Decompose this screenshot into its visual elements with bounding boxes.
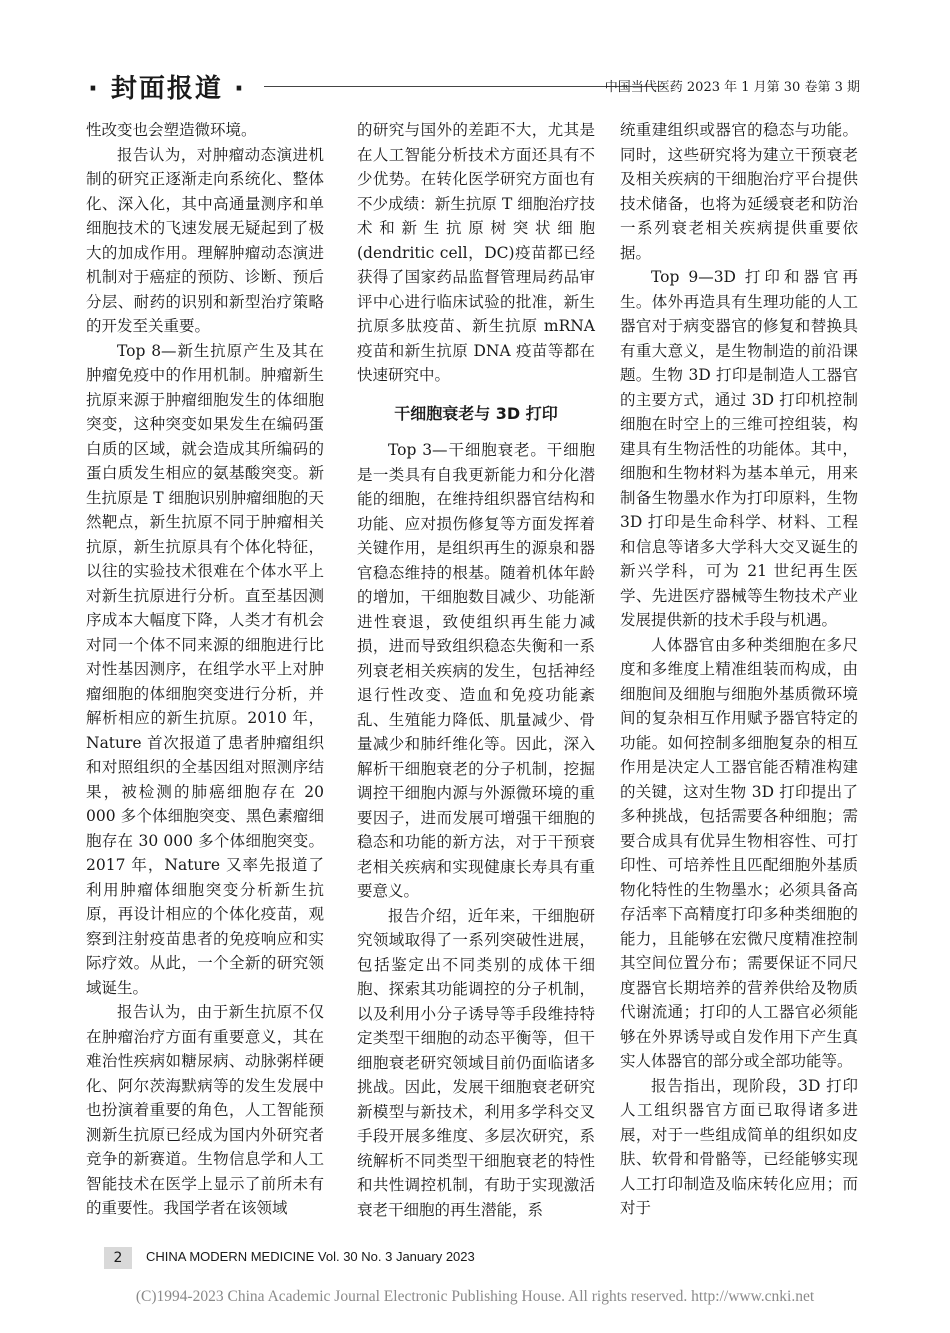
column-left xyxy=(86,118,324,1221)
paragraph: 人体器官由多种类细胞在多尺度和多维度上精准组装而构成，由细胞间及细胞与细胞外基质微环境间的复杂相互作用赋予器官特定的功能。如何控制多细胞复杂的相互作用是决定人工器官能否精准构建的关键，这对生物 3D 打印提出了多种挑战，包括需要各种细胞；需要合成具有优异生物相容性、可打印性、可培养性且匹配细胞外基质物化特性的生物墨水；必须具备高存活率下高精度打印多种类细胞的能力，且能够在宏微尺度精准控制其空间位置分布；需要保证不同尺度器官长期培养的营养供给及物质代谢流通；打印的人工器官必须能够在外界诱导或自发作用下产生真实人体器官的部分或全部功能等。 xyxy=(620,635,858,1070)
paragraph: 统重建组织或器官的稳态与功能。同时，这些研究将为建立干预衰老及相关疾病的干细胞治疗平台提供技术储备，也将为延缓衰老和防治一系列衰老相关疾病提供重要依据。 xyxy=(620,121,858,262)
paragraph: Top 8—新生抗原产生及其在肿瘤免疫中的作用机制。肿瘤新生抗原来源于肿瘤细胞发生的体细胞突变，这种突变如果发生在编码蛋白质的区域，就会造成其所编码的蛋白质发生相应的氨基酸突变。新生抗原是 T 细胞识别肿瘤细胞的天然靶点，新生抗原不同于肿瘤相关抗原，新生抗原具有个体化特征，以往的实验技术很难在个体水平上对新生抗原进行分析。直至基因测序成本大幅度下降，人类才有机会对同一个体不同来源的细胞进行比对性基因测序，在组学水平上对肿瘤细胞的体细胞突变进行分析，并解析相应的新生抗原。2010 年，Nature 首次报道了患者肿瘤组织和对照组织的全基因组对照测序结果，被检测的肺癌细胞存在 20 000 多个体细胞突变、黑色素瘤细胞存在 30 000 多个体细胞突变。2017 年，Nature 又率先报道了利用肿瘤体细胞突变分析新生抗原，再设计相应的个体化疫苗，观察到注射疫苗患者的免疫响应和实际疗效。从此，一个全新的研究领域诞生。 xyxy=(86,341,324,997)
paragraph: 报告认为，由于新生抗原不仅在肿瘤治疗方面有重要意义，其在难治性疾病如糖尿病、动脉粥样硬化、阿尔茨海默病等的发生发展中也扮演着重要的角色，人工智能预测新生抗原已经成为国内外研究者竞争的新赛道。生物信息学和人工智能技术在医学上显示了前所未有的重要性。我国学者在该领域 xyxy=(86,1003,324,1217)
section-heading: 干细胞衰老与 3D 打印 xyxy=(394,403,558,423)
journal-footer-line: CHINA MODERN MEDICINE Vol. 30 No. 3 January 2023 xyxy=(146,1249,475,1264)
paragraph: 报告认为，对肿瘤动态演进机制的研究正逐渐走向系统化、整体化、深入化，其中高通量测序和单细胞技术的飞速发展无疑起到了极大的加成作用。理解肿瘤动态演进机制对于癌症的预防、诊断、预后分层、耐药的识别和新型治疗策略的开发至关重要。 xyxy=(86,145,324,335)
copyright-watermark: (C)1994-2023 China Academic Journal Electronic Publishing House. All rights reserved. http://www.cnki.net xyxy=(135,1288,815,1305)
journal-info: 中国当代医药 2023 年 1 月第 30 卷第 3 期 xyxy=(604,80,860,95)
paragraph: Top 3—干细胞衰老。干细胞是一类具有自我更新能力和分化潜能的细胞，在维持组织器官结构和功能、应对损伤修复等方面发挥着关键作用，是组织再生的源泉和器官稳态维持的根基。随着机体年龄的增加，干细胞数目减少、功能渐进性衰退，致使组织再生能力减损，进而导致组织稳态失衡和一系列衰老相关疾病的发生，包括神经退行性改变、造血和免疫功能紊乱、生殖能力降低、肌量减少、骨量减少和肺纤维化等。因此，深入解析干细胞衰老的分子机制，挖掘调控干细胞内源与外源微环境的重要因子，进而发展可增强干细胞的稳态和功能的新方法，对于干预衰老相关疾病和实现健康长寿具有重要意义。 xyxy=(357,441,595,900)
page-header xyxy=(88,66,860,110)
page-footer xyxy=(104,1245,864,1273)
paragraph: 报告介绍，近年来，干细胞研究领域取得了一系列突破性进展，包括鉴定出不同类别的成体干细胞、探索其功能调控的分子机制，以及利用小分子诱导等手段维持特定类型干细胞的动态平衡等，但干细胞衰老研究领域目前仍面临诸多挑战。因此，发展干细胞衰老研究新模型与新技术，利用多学科交叉手段开展多维度、多层次研究，系统解析不同类型干细胞衰老的特性和共性调控机制，有助于实现激活衰老干细胞的再生潜能，系 xyxy=(357,906,595,1219)
paragraph: 的研究与国外的差距不大，尤其是在人工智能分析技术方面还具有不少优势。在转化医学研究方面也有不少成绩：新生抗原 T 细胞治疗技术和新生抗原树突状细胞(dendritic cell，DC)疫苗都已经获得了国家药品监督管理局药品审评中心进行临床试验的批准，新生抗原多肽疫苗、新生抗原 mRNA 疫苗和新生抗原 DNA 疫苗等都在快速研究中。 xyxy=(357,121,595,384)
section-title: · 封面报道 · xyxy=(88,74,246,104)
paragraph: Top 9—3D 打印和器官再生。体外再造具有生理功能的人工器官对于病变器官的修复和替换具有重大意义，是生物制造的前沿课题。生物 3D 打印是制造人工器官的主要方式，通过 3D 打印机控制细胞在时空上的三维可控组装，构建具有生物活性的功能体。其中，细胞和生物材料为基本单元，用来制备生物墨水作为打印原料，生物 3D 打印是生命科学、材料、工程和信息等诸多大学科大交叉诞生的新兴学科，可为 21 世纪再生医学、先进医疗器械等生物技术产业发展提供新的技术手段与机遇。 xyxy=(620,268,858,629)
page-number: 2 xyxy=(104,1247,132,1269)
column-middle xyxy=(357,118,595,1222)
paragraph: 性改变也会塑造微环境。 xyxy=(86,121,257,139)
paragraph: 报告指出，现阶段，3D 打印人工组织器官方面已取得诸多进展，对于一些组成简单的组织如皮肤、软骨和骨骼等，已经能够实现人工打印制造及临床转化应用；而对于 xyxy=(620,1076,858,1217)
column-right xyxy=(620,118,858,1221)
